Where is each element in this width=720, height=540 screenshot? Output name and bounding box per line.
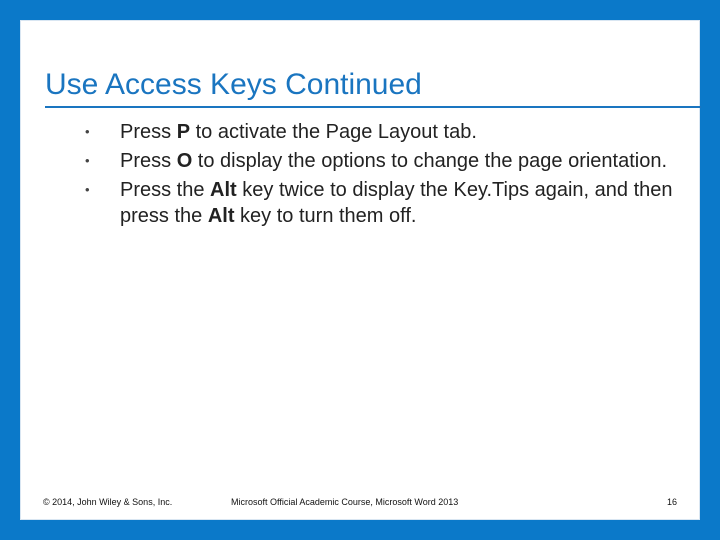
text-run: key twice to display the Key.Tips again, and then press the bbox=[120, 179, 673, 227]
footer-copyright: © 2014, John Wiley & Sons, Inc. bbox=[43, 497, 173, 507]
bullet-marker: • bbox=[85, 153, 90, 168]
text-run: to activate the Page Layout tab. bbox=[190, 121, 477, 143]
access-key: P bbox=[176, 121, 191, 143]
footer-course: Microsoft Official Academic Course, Microsoft Word 2013 bbox=[231, 497, 459, 507]
text-run: to display the options to change the page orientation. bbox=[192, 150, 668, 172]
access-key: O bbox=[176, 150, 193, 172]
text-run: Press the bbox=[120, 179, 211, 201]
footer-page-number: 16 bbox=[666, 497, 677, 507]
title-divider bbox=[45, 106, 701, 108]
bullet-text bbox=[120, 179, 673, 227]
access-key: Alt bbox=[210, 179, 237, 201]
text-run: key to turn them off. bbox=[234, 205, 417, 227]
slide bbox=[20, 20, 700, 520]
bullet-list bbox=[85, 119, 685, 229]
slide-title: Use Access Keys Continued bbox=[45, 68, 422, 101]
bullet-marker: • bbox=[85, 182, 90, 197]
bullet-item bbox=[85, 119, 685, 145]
text-run: Press bbox=[120, 121, 177, 143]
bullet-text bbox=[120, 121, 477, 143]
bullet-item bbox=[85, 148, 685, 174]
access-key: Alt bbox=[207, 205, 235, 227]
bullet-marker: • bbox=[85, 124, 90, 139]
bullet-text bbox=[120, 150, 667, 172]
text-run: Press bbox=[120, 150, 177, 172]
bullet-item bbox=[85, 177, 685, 229]
